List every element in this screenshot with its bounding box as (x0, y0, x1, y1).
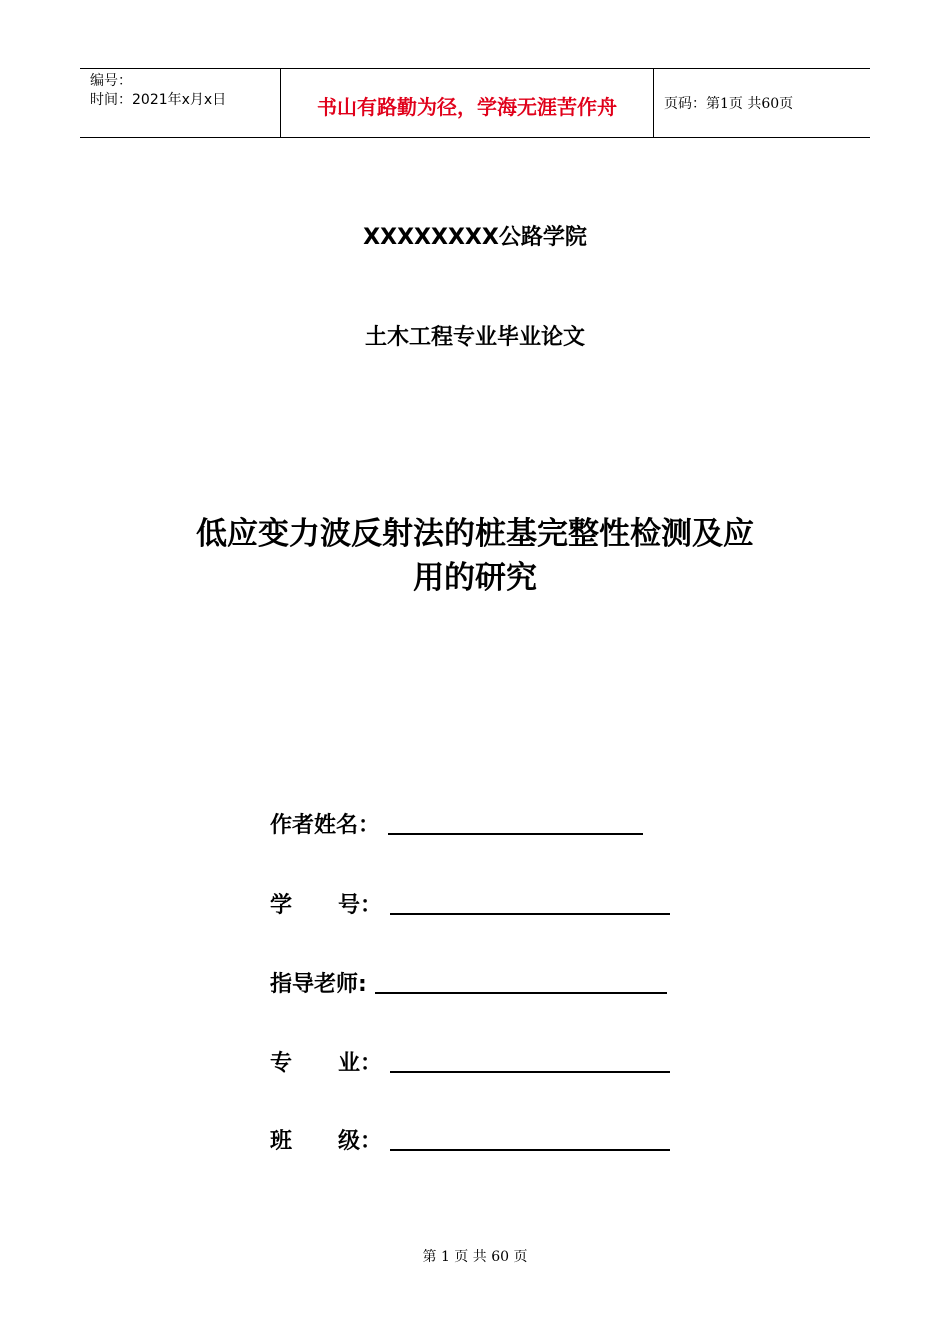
author-field (270, 808, 643, 839)
student-id-field (270, 888, 670, 919)
thesis-title (0, 512, 950, 600)
page-footer: 第 1 页 共 60 页 (422, 1249, 528, 1265)
student-id-label: 学 号： (270, 893, 382, 918)
header-meta-cell (80, 69, 281, 137)
page-info-cell (654, 69, 870, 137)
class-label: 班 级： (270, 1129, 382, 1154)
advisor-label: 指导老师: (270, 972, 367, 997)
student-id-blank-line (390, 913, 670, 915)
advisor-blank-line (375, 992, 667, 994)
advisor-field (270, 967, 667, 998)
thesis-title-line2: 用的研究 (413, 560, 537, 596)
page-info-text: 页码：第1页 共60页 (664, 96, 794, 112)
school-name: XXXXXXXX公路学院 (363, 225, 587, 250)
author-label: 作者姓名： (270, 813, 381, 838)
thesis-title-line1: 低应变力波反射法的桩基完整性检测及应 (196, 516, 754, 552)
author-blank-line (388, 833, 643, 835)
thesis-type: 土木工程专业毕业论文 (364, 325, 585, 350)
specialty-field (270, 1046, 670, 1077)
time-label: 时间：2021年x月x日 (90, 92, 227, 108)
specialty-label: 专 业： (270, 1051, 382, 1076)
motto-cell (281, 69, 654, 137)
motto-text: 书山有路勤为径，学海无涯苦作舟 (317, 94, 617, 119)
class-field (270, 1124, 670, 1155)
specialty-blank-line (390, 1071, 670, 1073)
header-table (80, 68, 870, 138)
class-blank-line (390, 1149, 670, 1151)
number-label: 编号： (90, 73, 132, 89)
